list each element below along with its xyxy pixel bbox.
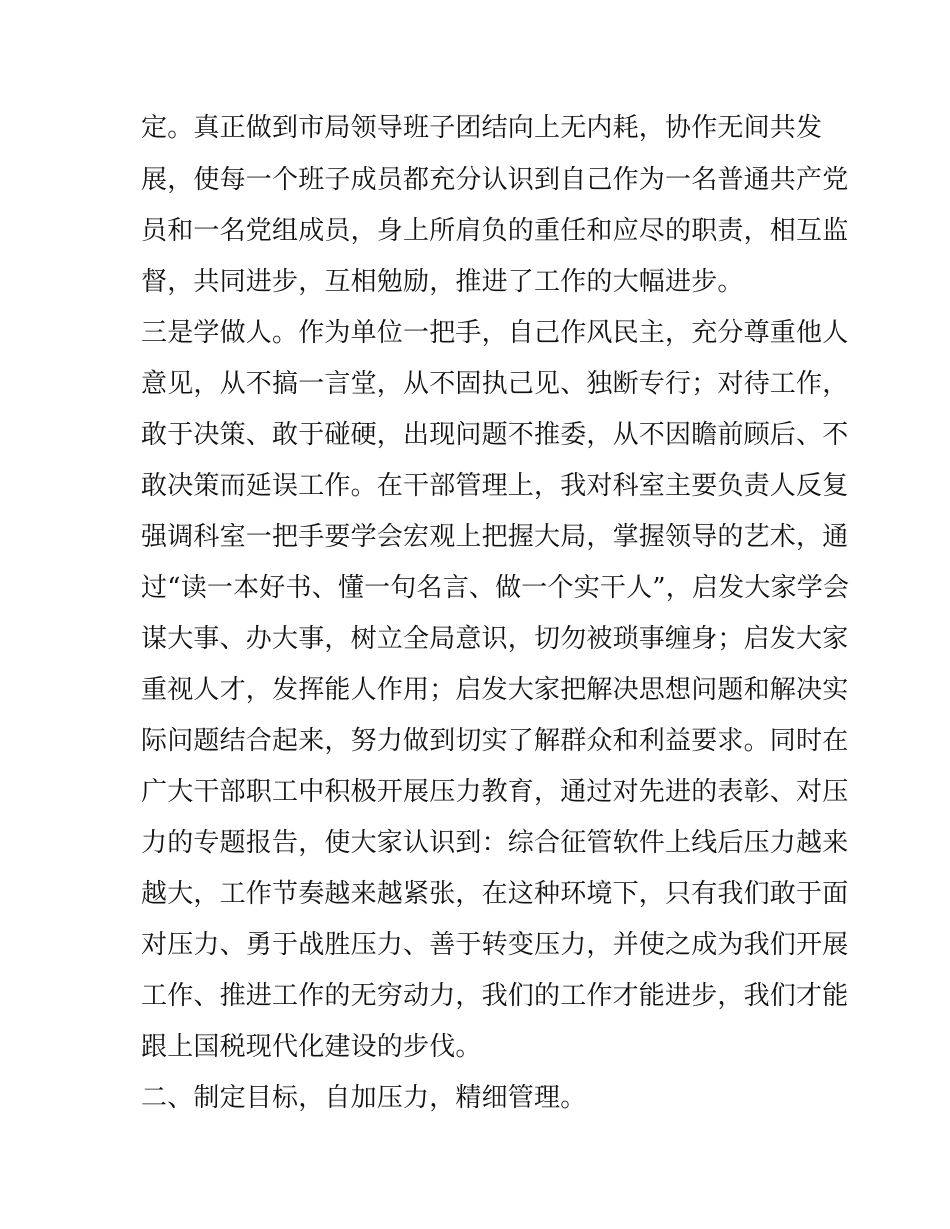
text-line: 意见，从不搞一言堂，从不固执己见、独断专行；对待工作， bbox=[141, 369, 849, 399]
text-line: 谋大事、办大事，树立全局意识，切勿被琐事缠身；启发大家 bbox=[141, 624, 849, 654]
text-line: 敢决策而延误工作。在干部管理上，我对科室主要负责人反复 bbox=[141, 471, 849, 501]
text-line: 员和一名党组成员，身上所肩负的重任和应尽的职责，相互监 bbox=[141, 216, 849, 246]
text-line: 工作、推进工作的无穷动力，我们的工作才能进步，我们才能 bbox=[141, 981, 849, 1011]
text-line: 对压力、勇于战胜压力、善于转变压力，并使之成为我们开展 bbox=[141, 930, 849, 960]
text-line: 力的专题报告，使大家认识到：综合征管软件上线后压力越来 bbox=[141, 828, 849, 858]
text-line: 重视人才，发挥能人作用；启发大家把解决思想问题和解决实 bbox=[141, 675, 849, 705]
text-line: 跟上国税现代化建设的步伐。 bbox=[141, 1032, 482, 1062]
text-line: 敢于决策、敢于碰硬，出现问题不推委，从不因瞻前顾后、不 bbox=[141, 420, 849, 450]
text-line: 展，使每一个班子成员都充分认识到自己作为一名普通共产党 bbox=[141, 165, 849, 195]
text-line: 定。真正做到市局领导班子团结向上无内耗，协作无间共发 bbox=[141, 113, 823, 143]
text-line: 督，共同进步，互相勉励，推进了工作的大幅进步。 bbox=[141, 267, 744, 297]
text-line: 强调科室一把手要学会宏观上把握大局，掌握领导的艺术，通 bbox=[141, 522, 849, 552]
text-line: 际问题结合起来，努力做到切实了解群众和利益要求。同时在 bbox=[141, 726, 849, 756]
text-line: 过“读一本好书、懂一句名言、做一个实干人”，启发大家学会 bbox=[141, 573, 850, 603]
text-line: 广大干部职工中积极开展压力教育，通过对先进的表彰、对压 bbox=[141, 777, 849, 807]
text-line: 越大，工作节奏越来越紧张，在这种环境下，只有我们敢于面 bbox=[141, 879, 849, 909]
paragraph-heading-line: 三是学做人。作为单位一把手，自己作风民主，充分尊重他人 bbox=[141, 318, 849, 348]
section-heading-line: 二、制定目标，自加压力，精细管理。 bbox=[141, 1083, 587, 1113]
